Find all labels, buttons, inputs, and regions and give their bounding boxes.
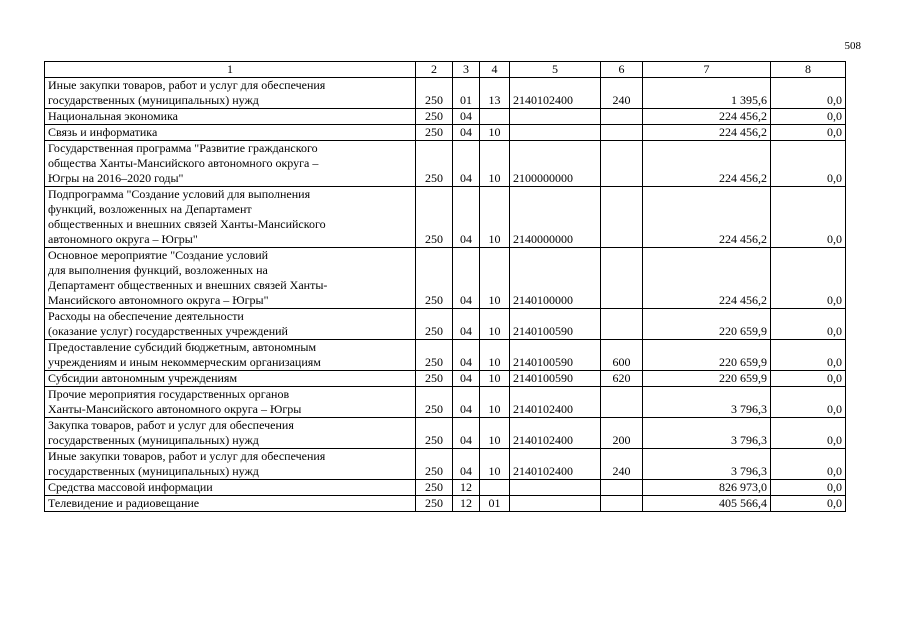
- expense-type-cell: [601, 387, 643, 418]
- change-amount-cell: 0,0: [771, 340, 846, 371]
- subsection-code-cell: 10: [480, 387, 510, 418]
- change-amount-cell: 0,0: [771, 480, 846, 496]
- table-row: [45, 187, 846, 248]
- chapter-code-cell: 250: [416, 340, 453, 371]
- amount-cell: 224 456,2: [643, 141, 771, 187]
- item-name-line: Иные закупки товаров, работ и услуг для обеспечения: [48, 78, 326, 92]
- expense-type-cell: 240: [601, 78, 643, 109]
- section-code-cell: 04: [453, 387, 480, 418]
- table-row: [45, 496, 846, 512]
- target-article-cell: [510, 496, 601, 512]
- item-name-line: государственных (муниципальных) нужд: [48, 433, 259, 447]
- item-name-line: автономного округа – Югры": [48, 232, 198, 246]
- budget-table: [44, 61, 846, 512]
- table-row: [45, 418, 846, 449]
- chapter-code-cell: 250: [416, 480, 453, 496]
- change-amount-cell: 0,0: [771, 109, 846, 125]
- item-name-cell: [45, 248, 416, 309]
- item-name-line: общества Ханты-Мансийского автономного округа –: [48, 156, 319, 170]
- header-cell: 7: [643, 62, 771, 78]
- amount-cell: 3 796,3: [643, 449, 771, 480]
- table-row: [45, 371, 846, 387]
- subsection-code-cell: 01: [480, 496, 510, 512]
- item-name-line: государственных (муниципальных) нужд: [48, 93, 259, 107]
- item-name-line: Субсидии автономным учреждениям: [48, 371, 238, 385]
- expense-type-cell: [601, 496, 643, 512]
- target-article-cell: 2140102400: [510, 418, 601, 449]
- header-cell: 1: [45, 62, 416, 78]
- expense-type-cell: [601, 480, 643, 496]
- table-row: [45, 480, 846, 496]
- target-article-cell: 2140100590: [510, 340, 601, 371]
- item-name-line: Ханты-Мансийского автономного округа – Югры: [48, 402, 302, 416]
- header-cell: 4: [480, 62, 510, 78]
- chapter-code-cell: 250: [416, 418, 453, 449]
- table-row: [45, 78, 846, 109]
- table-row: [45, 340, 846, 371]
- target-article-cell: 2140000000: [510, 187, 601, 248]
- chapter-code-cell: 250: [416, 78, 453, 109]
- target-article-cell: 2140100590: [510, 309, 601, 340]
- amount-cell: 405 566,4: [643, 496, 771, 512]
- section-code-cell: 04: [453, 248, 480, 309]
- subsection-code-cell: 10: [480, 309, 510, 340]
- item-name-cell: [45, 496, 416, 512]
- header-cell: 3: [453, 62, 480, 78]
- subsection-code-cell: 10: [480, 418, 510, 449]
- target-article-cell: 2140100000: [510, 248, 601, 309]
- change-amount-cell: 0,0: [771, 496, 846, 512]
- section-code-cell: 04: [453, 449, 480, 480]
- expense-type-cell: [601, 309, 643, 340]
- item-name-line: Закупка товаров, работ и услуг для обеспечения: [48, 418, 294, 432]
- chapter-code-cell: 250: [416, 248, 453, 309]
- item-name-line: Расходы на обеспечение деятельности: [48, 309, 244, 323]
- item-name-cell: [45, 418, 416, 449]
- table-row: [45, 248, 846, 309]
- chapter-code-cell: 250: [416, 141, 453, 187]
- amount-cell: 1 395,6: [643, 78, 771, 109]
- item-name-cell: [45, 109, 416, 125]
- change-amount-cell: 0,0: [771, 248, 846, 309]
- expense-type-cell: [601, 125, 643, 141]
- amount-cell: 224 456,2: [643, 187, 771, 248]
- item-name-cell: [45, 309, 416, 340]
- item-name-cell: [45, 449, 416, 480]
- target-article-cell: 2140100590: [510, 371, 601, 387]
- amount-cell: 3 796,3: [643, 387, 771, 418]
- amount-cell: 220 659,9: [643, 340, 771, 371]
- chapter-code-cell: 250: [416, 496, 453, 512]
- amount-cell: 224 456,2: [643, 125, 771, 141]
- amount-cell: 220 659,9: [643, 371, 771, 387]
- expense-type-cell: 200: [601, 418, 643, 449]
- target-article-cell: 2140102400: [510, 449, 601, 480]
- subsection-code-cell: 10: [480, 187, 510, 248]
- expense-type-cell: 240: [601, 449, 643, 480]
- section-code-cell: 04: [453, 309, 480, 340]
- item-name-line: Югры на 2016–2020 годы": [48, 171, 184, 185]
- item-name-line: Предоставление субсидий бюджетным, автономным: [48, 340, 317, 354]
- item-name-line: Подпрограмма "Создание условий для выполнения: [48, 187, 311, 201]
- section-code-cell: 04: [453, 141, 480, 187]
- item-name-cell: [45, 187, 416, 248]
- item-name-line: Национальная экономика: [48, 109, 178, 123]
- item-name-line: Средства массовой информации: [48, 480, 213, 494]
- chapter-code-cell: 250: [416, 187, 453, 248]
- expense-type-cell: [601, 141, 643, 187]
- amount-cell: 224 456,2: [643, 248, 771, 309]
- item-name-line: Департамент общественных и внешних связей Ханты-: [48, 278, 328, 292]
- item-name-cell: [45, 141, 416, 187]
- subsection-code-cell: 10: [480, 371, 510, 387]
- item-name-line: Государственная программа "Развитие гражданского: [48, 141, 318, 155]
- change-amount-cell: 0,0: [771, 387, 846, 418]
- change-amount-cell: 0,0: [771, 309, 846, 340]
- item-name-cell: [45, 78, 416, 109]
- chapter-code-cell: 250: [416, 125, 453, 141]
- subsection-code-cell: [480, 109, 510, 125]
- subsection-code-cell: 10: [480, 449, 510, 480]
- item-name-line: общественных и внешних связей Ханты-Мансийского: [48, 217, 326, 231]
- expense-type-cell: [601, 248, 643, 309]
- chapter-code-cell: 250: [416, 449, 453, 480]
- header-cell: 6: [601, 62, 643, 78]
- item-name-cell: [45, 387, 416, 418]
- change-amount-cell: 0,0: [771, 125, 846, 141]
- item-name-cell: [45, 340, 416, 371]
- chapter-code-cell: 250: [416, 309, 453, 340]
- item-name-line: учреждениям и иным некоммерческим организациям: [48, 355, 321, 369]
- change-amount-cell: 0,0: [771, 371, 846, 387]
- item-name-line: для выполнения функций, возложенных на: [48, 263, 268, 277]
- table-row: [45, 125, 846, 141]
- table-header-row: [45, 62, 846, 78]
- expense-type-cell: [601, 109, 643, 125]
- item-name-line: Основное мероприятие "Создание условий: [48, 248, 269, 262]
- change-amount-cell: 0,0: [771, 187, 846, 248]
- expense-type-cell: 620: [601, 371, 643, 387]
- change-amount-cell: 0,0: [771, 449, 846, 480]
- section-code-cell: 12: [453, 480, 480, 496]
- item-name-line: (оказание услуг) государственных учреждений: [48, 324, 288, 338]
- item-name-line: Связь и информатика: [48, 125, 158, 139]
- item-name-cell: [45, 371, 416, 387]
- target-article-cell: [510, 109, 601, 125]
- item-name-cell: [45, 125, 416, 141]
- change-amount-cell: 0,0: [771, 418, 846, 449]
- section-code-cell: 04: [453, 371, 480, 387]
- subsection-code-cell: 13: [480, 78, 510, 109]
- item-name-cell: [45, 480, 416, 496]
- expense-type-cell: [601, 187, 643, 248]
- section-code-cell: 04: [453, 418, 480, 449]
- header-cell: 8: [771, 62, 846, 78]
- subsection-code-cell: 10: [480, 248, 510, 309]
- chapter-code-cell: 250: [416, 371, 453, 387]
- subsection-code-cell: [480, 480, 510, 496]
- table-row: [45, 141, 846, 187]
- item-name-line: государственных (муниципальных) нужд: [48, 464, 259, 478]
- item-name-line: Прочие мероприятия государственных органов: [48, 387, 290, 401]
- table-row: [45, 309, 846, 340]
- section-code-cell: 04: [453, 125, 480, 141]
- chapter-code-cell: 250: [416, 109, 453, 125]
- table-row: [45, 387, 846, 418]
- item-name-line: Иные закупки товаров, работ и услуг для обеспечения: [48, 449, 326, 463]
- header-cell: 2: [416, 62, 453, 78]
- section-code-cell: 04: [453, 340, 480, 371]
- target-article-cell: 2100000000: [510, 141, 601, 187]
- section-code-cell: 04: [453, 187, 480, 248]
- target-article-cell: 2140102400: [510, 387, 601, 418]
- change-amount-cell: 0,0: [771, 78, 846, 109]
- header-cell: 5: [510, 62, 601, 78]
- section-code-cell: 01: [453, 78, 480, 109]
- item-name-line: Мансийского автономного округа – Югры": [48, 293, 269, 307]
- item-name-line: функций, возложенных на Департамент: [48, 202, 252, 216]
- expense-type-cell: 600: [601, 340, 643, 371]
- section-code-cell: 12: [453, 496, 480, 512]
- target-article-cell: 2140102400: [510, 78, 601, 109]
- table-row: [45, 449, 846, 480]
- amount-cell: 220 659,9: [643, 309, 771, 340]
- target-article-cell: [510, 480, 601, 496]
- amount-cell: 826 973,0: [643, 480, 771, 496]
- chapter-code-cell: 250: [416, 387, 453, 418]
- amount-cell: 224 456,2: [643, 109, 771, 125]
- subsection-code-cell: 10: [480, 141, 510, 187]
- amount-cell: 3 796,3: [643, 418, 771, 449]
- subsection-code-cell: 10: [480, 340, 510, 371]
- page-number: 508: [844, 40, 861, 52]
- target-article-cell: [510, 125, 601, 141]
- table-row: [45, 109, 846, 125]
- section-code-cell: 04: [453, 109, 480, 125]
- change-amount-cell: 0,0: [771, 141, 846, 187]
- item-name-line: Телевидение и радиовещание: [48, 496, 200, 510]
- subsection-code-cell: 10: [480, 125, 510, 141]
